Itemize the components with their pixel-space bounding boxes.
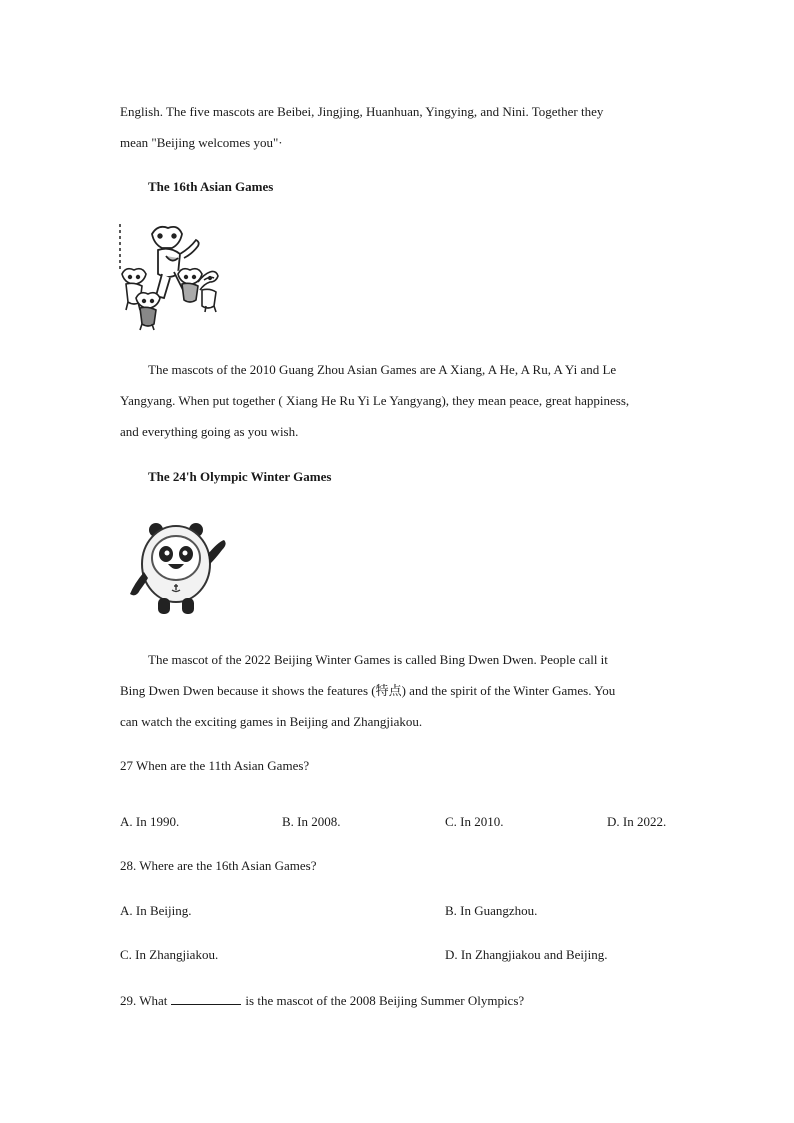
q28-option-d[interactable]: D. In Zhangjiakou and Beijing. xyxy=(445,947,608,962)
question-29-suffix: is the mascot of the 2008 Beijing Summer Olympics? xyxy=(245,993,525,1008)
question-29 xyxy=(120,992,524,1009)
q27-option-b[interactable]: B. In 2008. xyxy=(282,814,341,829)
asian-games-mascots-image xyxy=(118,222,233,332)
question-29-prefix: 29. What xyxy=(120,993,168,1008)
winter-games-heading: The 24'h Olympic Winter Games xyxy=(148,469,332,484)
goat-mascots-icon xyxy=(118,222,233,332)
asian-games-para-line-3: and everything going as you wish. xyxy=(120,424,299,439)
bing-dwen-dwen-image xyxy=(124,520,230,620)
q27-option-c[interactable]: C. In 2010. xyxy=(445,814,504,829)
q28-option-b[interactable]: B. In Guangzhou. xyxy=(445,903,538,918)
q27-option-d[interactable]: D. In 2022. xyxy=(607,814,667,829)
asian-games-para-line-1: The mascots of the 2010 Guang Zhou Asian Games are A Xiang, A He, A Ru, A Yi and Le xyxy=(148,362,617,377)
question-28: 28. Where are the 16th Asian Games? xyxy=(120,858,317,873)
winter-games-para-line-3: can watch the exciting games in Beijing and Zhangjiakou. xyxy=(120,714,423,729)
asian-games-heading: The 16th Asian Games xyxy=(148,179,274,194)
q27-option-a[interactable]: A. In 1990. xyxy=(120,814,180,829)
winter-games-para-line-1: The mascot of the 2022 Beijing Winter Games is called Bing Dwen Dwen. People call it xyxy=(148,652,608,667)
intro-line-2: mean "Beijing welcomes you"· xyxy=(120,135,283,150)
question-27: 27 When are the 11th Asian Games? xyxy=(120,758,310,773)
winter-games-para-line-2: Bing Dwen Dwen because it shows the features (特点) and the spirit of the Winter Games. You xyxy=(120,683,616,698)
q28-option-a[interactable]: A. In Beijing. xyxy=(120,903,192,918)
q28-option-c[interactable]: C. In Zhangjiakou. xyxy=(120,947,219,962)
answer-blank[interactable] xyxy=(171,992,241,1005)
panda-mascot-icon xyxy=(124,520,230,620)
asian-games-para-line-2: Yangyang. When put together ( Xiang He Ru Yi Le Yangyang), they mean peace, great happiness, xyxy=(120,393,630,408)
intro-line-1: English. The five mascots are Beibei, Jingjing, Huanhuan, Yingying, and Nini. Together they xyxy=(120,104,604,119)
